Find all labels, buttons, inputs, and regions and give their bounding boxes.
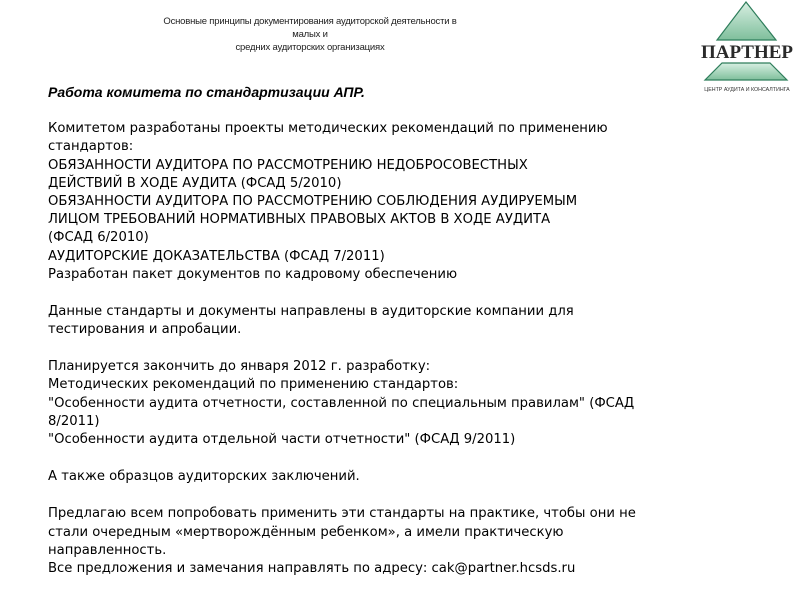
text-line: стали очередным «мертворождённым ребенком», а имели практическую	[48, 524, 564, 540]
logo-name: ПАРТНЕР	[700, 42, 794, 63]
partner-logo	[700, 0, 795, 96]
presentation-subtitle	[160, 15, 460, 54]
text-line: Данные стандарты и документы направлены в аудиторские компании для	[48, 303, 574, 319]
paragraph-samples	[48, 468, 788, 486]
subtitle-line: средних аудиторских организациях	[235, 42, 385, 53]
paragraph-distribution	[48, 303, 788, 339]
logo-tagline: ЦЕНТР АУДИТА И КОНСАЛТИНГА	[704, 87, 790, 93]
slide-body	[48, 83, 788, 578]
text-line: АУДИТОРСКИЕ ДОКАЗАТЕЛЬСТВА (ФСАД 7/2011)	[48, 248, 385, 264]
paragraph-plans	[48, 358, 788, 449]
text-line: Разработан пакет документов по кадровому обеспечению	[48, 266, 458, 282]
text-line: Планируется закончить до января 2012 г. разработку:	[48, 359, 431, 375]
subtitle-line: Основные принципы документирования аудиторской деятельности в малых и	[163, 16, 457, 40]
text-line: стандартов:	[48, 139, 134, 155]
text-line: (ФСАД 6/2010)	[48, 230, 149, 246]
text-line: ЛИЦОМ ТРЕБОВАНИЙ НОРМАТИВНЫХ ПРАВОВЫХ АКТОВ В ХОДЕ АУДИТА	[48, 212, 551, 228]
text-line: направленность.	[48, 542, 167, 558]
text-line: Методических рекомендаций по применению стандартов:	[48, 377, 459, 393]
text-line: ОБЯЗАННОСТИ АУДИТОРА ПО РАССМОТРЕНИЮ НЕДОБРОСОВЕСТНЫХ	[48, 157, 528, 173]
text-line: ОБЯЗАННОСТИ АУДИТОРА ПО РАССМОТРЕНИЮ СОБЛЮДЕНИЯ АУДИРУЕМЫМ	[48, 193, 578, 209]
text-line: "Особенности аудита отдельной части отчетности" (ФСАД 9/2011)	[48, 432, 516, 447]
text-line: ДЕЙСТВИЙ В ХОДЕ АУДИТА (ФСАД 5/2010)	[48, 175, 342, 191]
text-line: Комитетом разработаны проекты методических рекомендаций по применению	[48, 121, 608, 137]
text-line: тестирования и апробации.	[48, 322, 242, 338]
contact-line: Все предложения и замечания направлять по адресу: cak@partner.hcsds.ru	[48, 560, 576, 576]
paragraph-standards	[48, 120, 788, 284]
paragraph-proposal	[48, 505, 788, 578]
text-line: А также образцов аудиторских заключений.	[48, 469, 360, 485]
text-line: "Особенности аудита отчетности, составленной по специальным правилам" (ФСАД	[48, 395, 635, 411]
logo-trapezoid	[705, 63, 787, 80]
text-line: 8/2011)	[48, 413, 100, 429]
text-line: Предлагаю всем попробовать применить эти стандарты на практике, чтобы они не	[48, 506, 636, 522]
slide-title: Работа комитета по стандартизации АПР.	[48, 84, 365, 100]
logo-triangle	[717, 2, 776, 40]
